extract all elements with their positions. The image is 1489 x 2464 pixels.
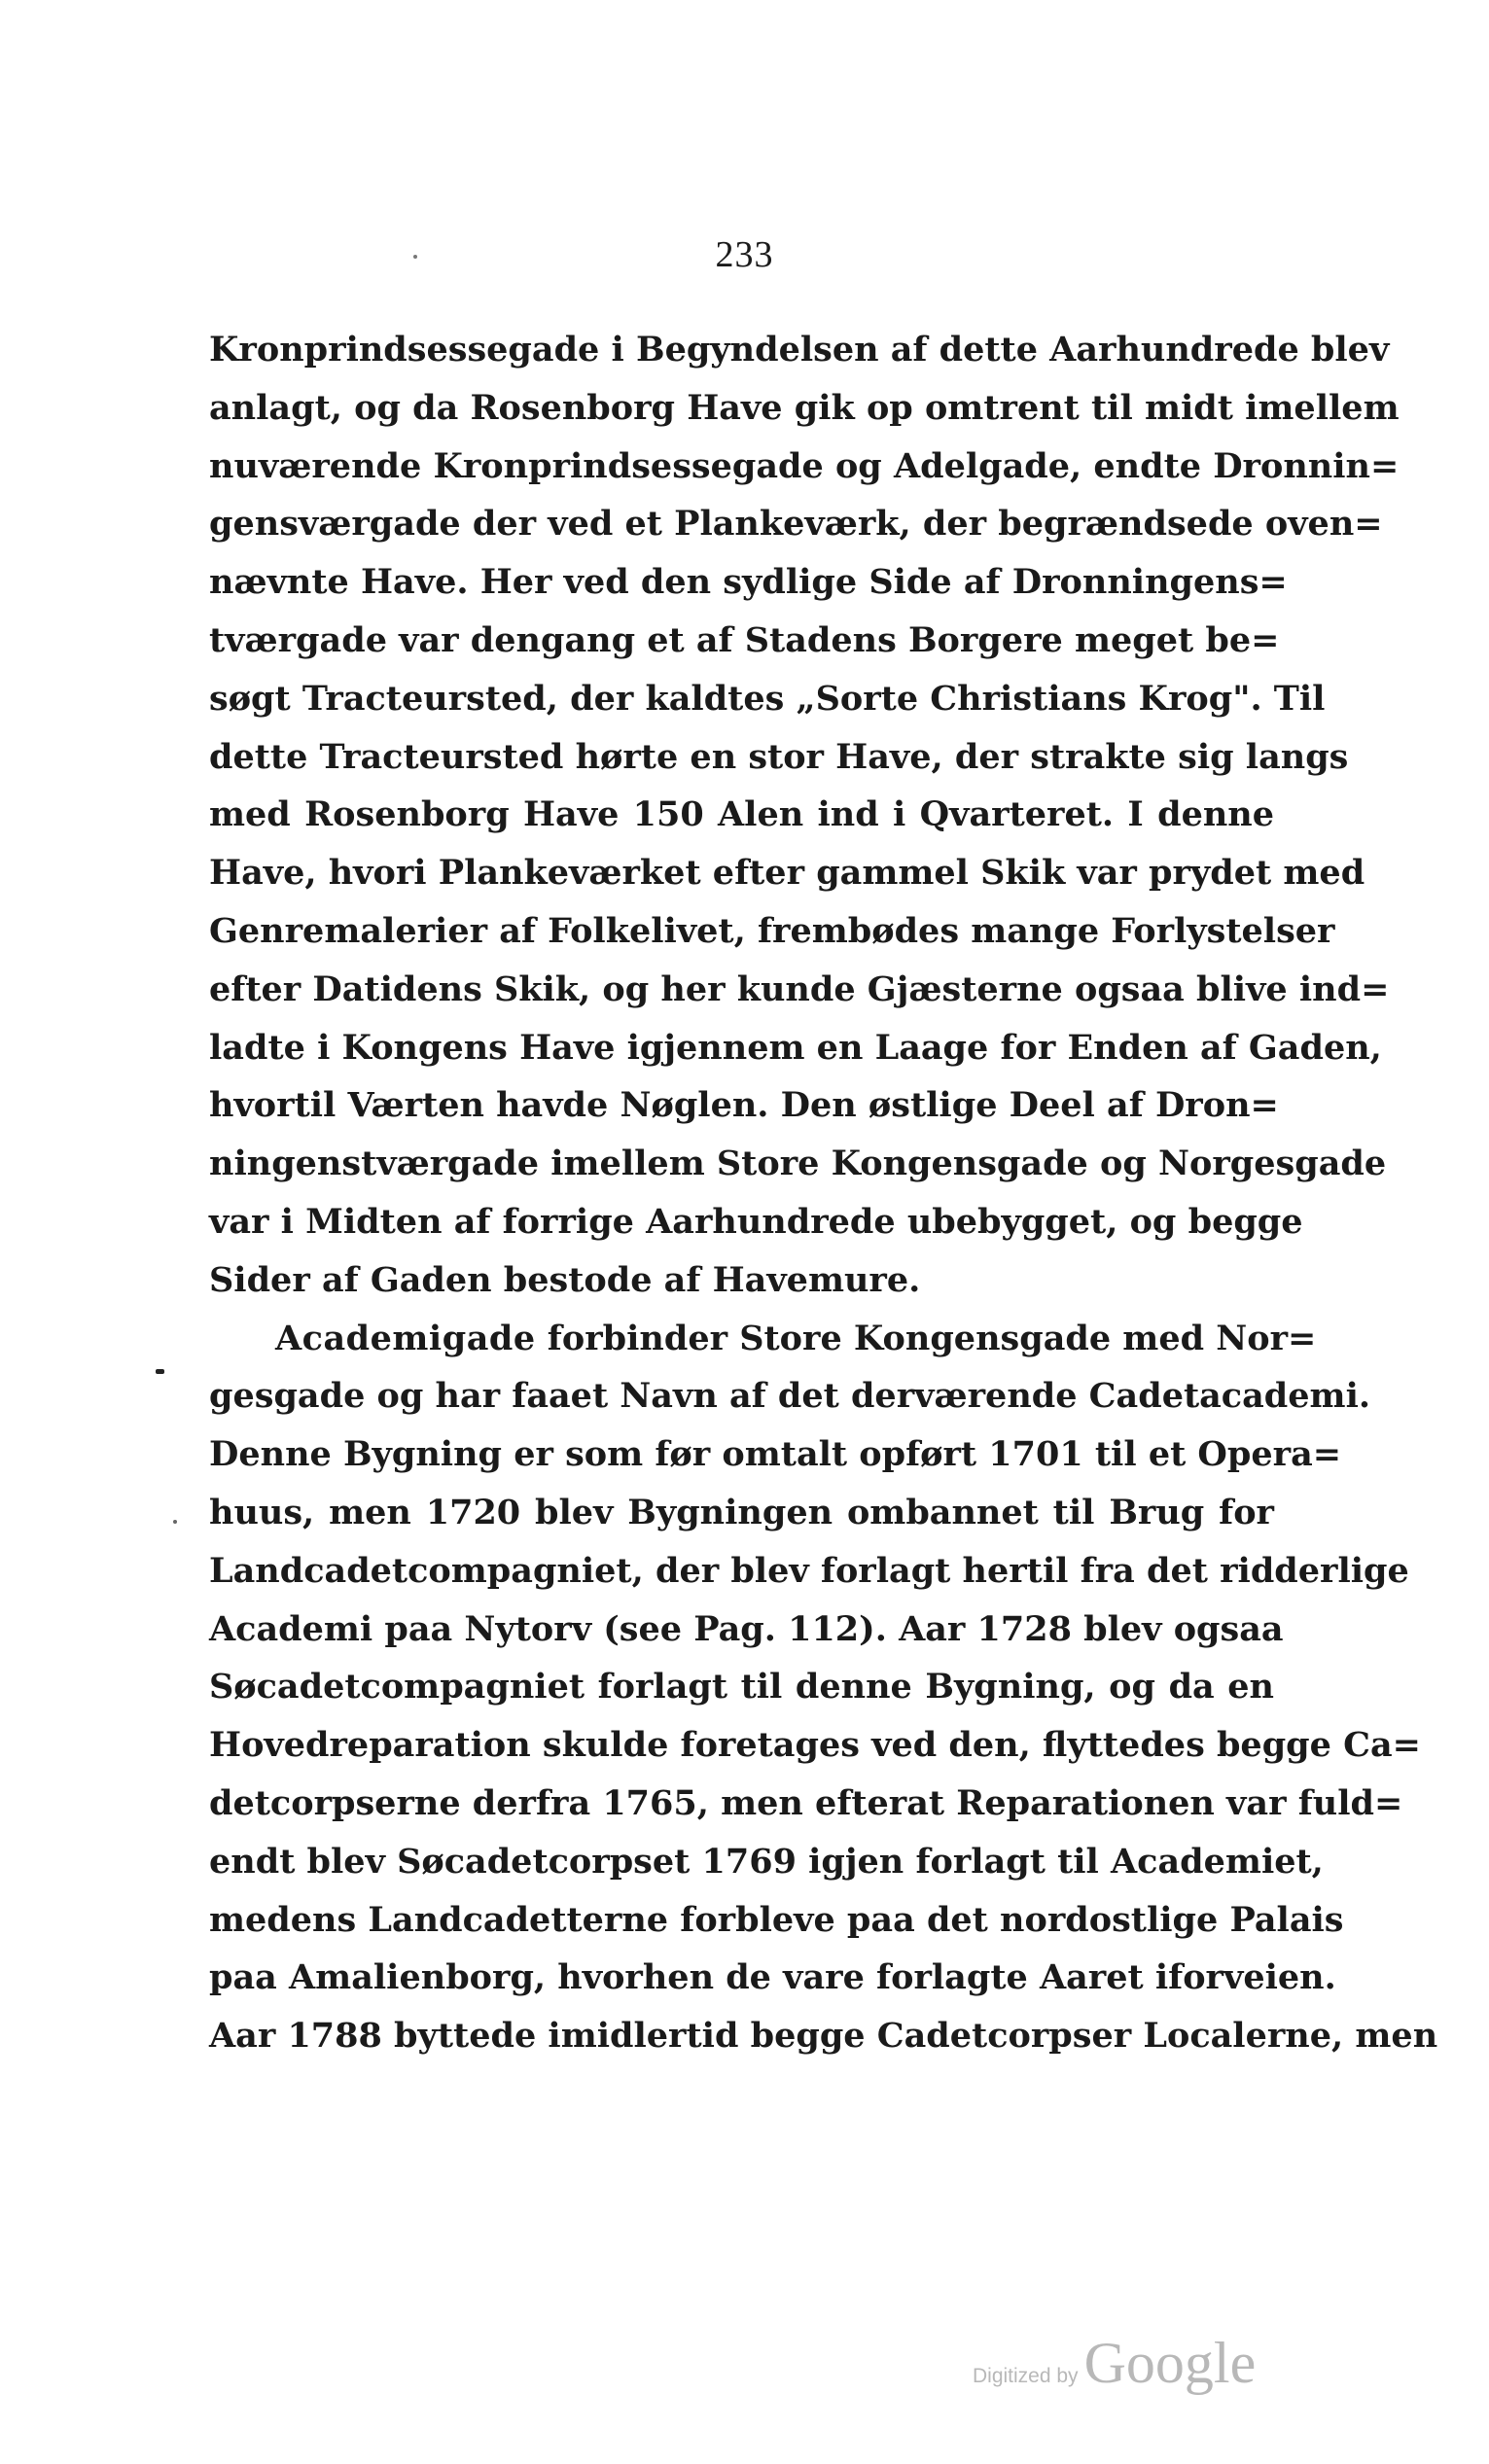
paragraph-1 bbox=[209, 321, 1400, 1310]
text-line: dette Tracteursted hørte en stor Have, der strakte sig langs bbox=[209, 736, 1349, 777]
text-line: paa Amalienborg, hvorhen de vare forlagte Aaret iforveien. bbox=[209, 1957, 1336, 1998]
watermark-prefix: Digitized by bbox=[973, 2365, 1079, 2387]
text-line: ladte i Kongens Have igjennem en Laage for Enden af Gaden, bbox=[209, 1027, 1382, 1068]
stray-dot bbox=[413, 255, 417, 259]
text-line: Landcadetcompagniet, der blev forlagt hertil fra det ridderlige bbox=[209, 1550, 1409, 1591]
text-block bbox=[209, 321, 1438, 2065]
paragraph-first-line bbox=[209, 1310, 1317, 1368]
text-line: Denne Bygning er som før omtalt opført 1701 til et Opera= bbox=[209, 1434, 1342, 1475]
text-line: Academi paa Nytorv (see Pag. 112). Aar 1728 blev ogsaa bbox=[209, 1608, 1284, 1649]
text-line: gesgade og har faaet Navn af det derværende Cadetacademi. bbox=[209, 1376, 1371, 1417]
text-line: Sider af Gaden bestode af Havemure. bbox=[209, 1259, 921, 1300]
text-line: gensværgade der ved et Plankeværk, der begrændsede oven= bbox=[209, 504, 1383, 545]
text-line: Hovedreparation skulde foretages ved den, flyttedes begge Ca= bbox=[209, 1725, 1421, 1766]
text-line: Genremalerier af Folkelivet, frembødes mange Forlystelser bbox=[209, 910, 1335, 951]
text-line: var i Midten af forrige Aarhundrede ubebygget, og begge bbox=[209, 1201, 1303, 1242]
text-line: med Rosenborg Have 150 Alen ind i Qvarteret. I denne bbox=[209, 794, 1274, 835]
google-watermark bbox=[973, 2330, 1256, 2397]
text-line: anlagt, og da Rosenborg Have gik op omtrent til midt imellem bbox=[209, 387, 1400, 428]
paragraph-2 bbox=[209, 1310, 1438, 2065]
text-line: nævnte Have. Her ved den sydlige Side af Dronningens= bbox=[209, 562, 1288, 603]
text-line: tværgade var dengang et af Stadens Borgere meget be= bbox=[209, 619, 1280, 660]
text-line: nuværende Kronprindsessegade og Adelgade, endte Dronnin= bbox=[209, 445, 1400, 486]
text-line: ningenstværgade imellem Store Kongensgade og Norgesgade bbox=[209, 1144, 1387, 1184]
page-number: 233 bbox=[715, 234, 774, 275]
margin-mark bbox=[173, 1520, 177, 1524]
text-line: efter Datidens Skik, og her kunde Gjæsterne ogsaa blive ind= bbox=[209, 968, 1390, 1009]
text-line: detcorpserne derfra 1765, men efterat Reparationen var fuld= bbox=[209, 1782, 1403, 1823]
text-line: huus, men 1720 blev Bygningen ombannet til Brug for bbox=[209, 1492, 1274, 1532]
google-logo: Google bbox=[1083, 2331, 1257, 2395]
text-line: Søcadetcompagniet forlagt til denne Bygning, og da en bbox=[209, 1667, 1274, 1707]
text-line: medens Landcadetterne forbleve paa det nordostlige Palais bbox=[209, 1899, 1344, 1940]
text-line: Kronprindsessegade i Begyndelsen af dette Aarhundrede blev bbox=[209, 330, 1390, 370]
text-line: endt blev Søcadetcorpset 1769 igjen forlagt til Academiet, bbox=[209, 1841, 1324, 1882]
margin-mark bbox=[156, 1369, 164, 1374]
text-line: Have, hvori Plankeværket efter gammel Skik var prydet med bbox=[209, 853, 1365, 894]
section-heading-word: Academigade bbox=[275, 1318, 536, 1358]
text-line: hvortil Værten havde Nøglen. Den østlige Deel af Dron= bbox=[209, 1085, 1279, 1126]
text-line: Aar 1788 byttede imidlertid begge Cadetcorpser Localerne, men bbox=[209, 2016, 1438, 2057]
text-line: søgt Tracteursted, der kaldtes „Sorte Christians Krog". Til bbox=[209, 678, 1326, 719]
text-line-rest: forbinder Store Kongensgade med Nor= bbox=[535, 1318, 1317, 1358]
